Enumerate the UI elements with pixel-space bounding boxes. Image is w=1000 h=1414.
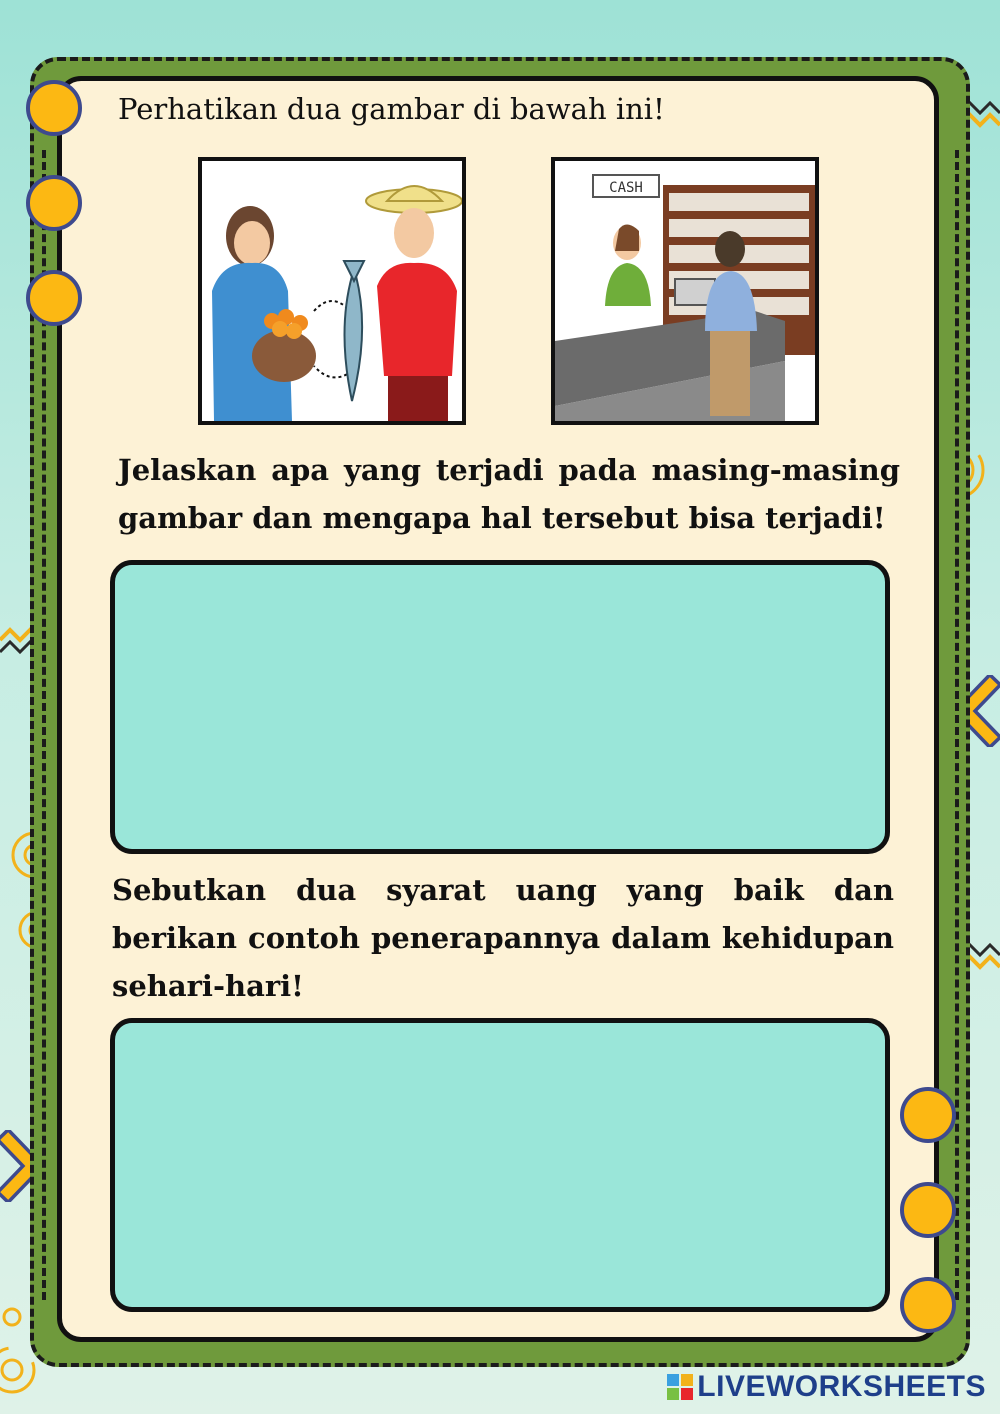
coin-decoration (900, 1277, 956, 1333)
coin-decoration (900, 1087, 956, 1143)
coin-decoration (900, 1182, 956, 1238)
frame-dashed-line (955, 150, 959, 1300)
brand-name: LIVEWORKSHEETS (697, 1370, 986, 1403)
cashier-illustration (551, 157, 819, 425)
cash-sign: CASH (609, 180, 643, 196)
coin-decoration (26, 270, 82, 326)
answer-2-box[interactable] (110, 1018, 890, 1312)
coin-decoration (26, 175, 82, 231)
liveworksheets-icon (667, 1374, 693, 1400)
brand-logo[interactable] (667, 1370, 986, 1404)
question-2-text: Sebutkan dua syarat uang yang baik dan berikan contoh penerapannya dalam kehidupan sehari-hari! (112, 873, 894, 1003)
answer-1-box[interactable] (110, 560, 890, 854)
instruction-text: Perhatikan dua gambar di bawah ini! (118, 92, 665, 126)
barter-illustration (198, 157, 466, 425)
coin-decoration (26, 80, 82, 136)
question-1-text: Jelaskan apa yang terjadi pada masing-masing gambar dan mengapa hal tersebut bisa terjadi! (118, 453, 900, 535)
